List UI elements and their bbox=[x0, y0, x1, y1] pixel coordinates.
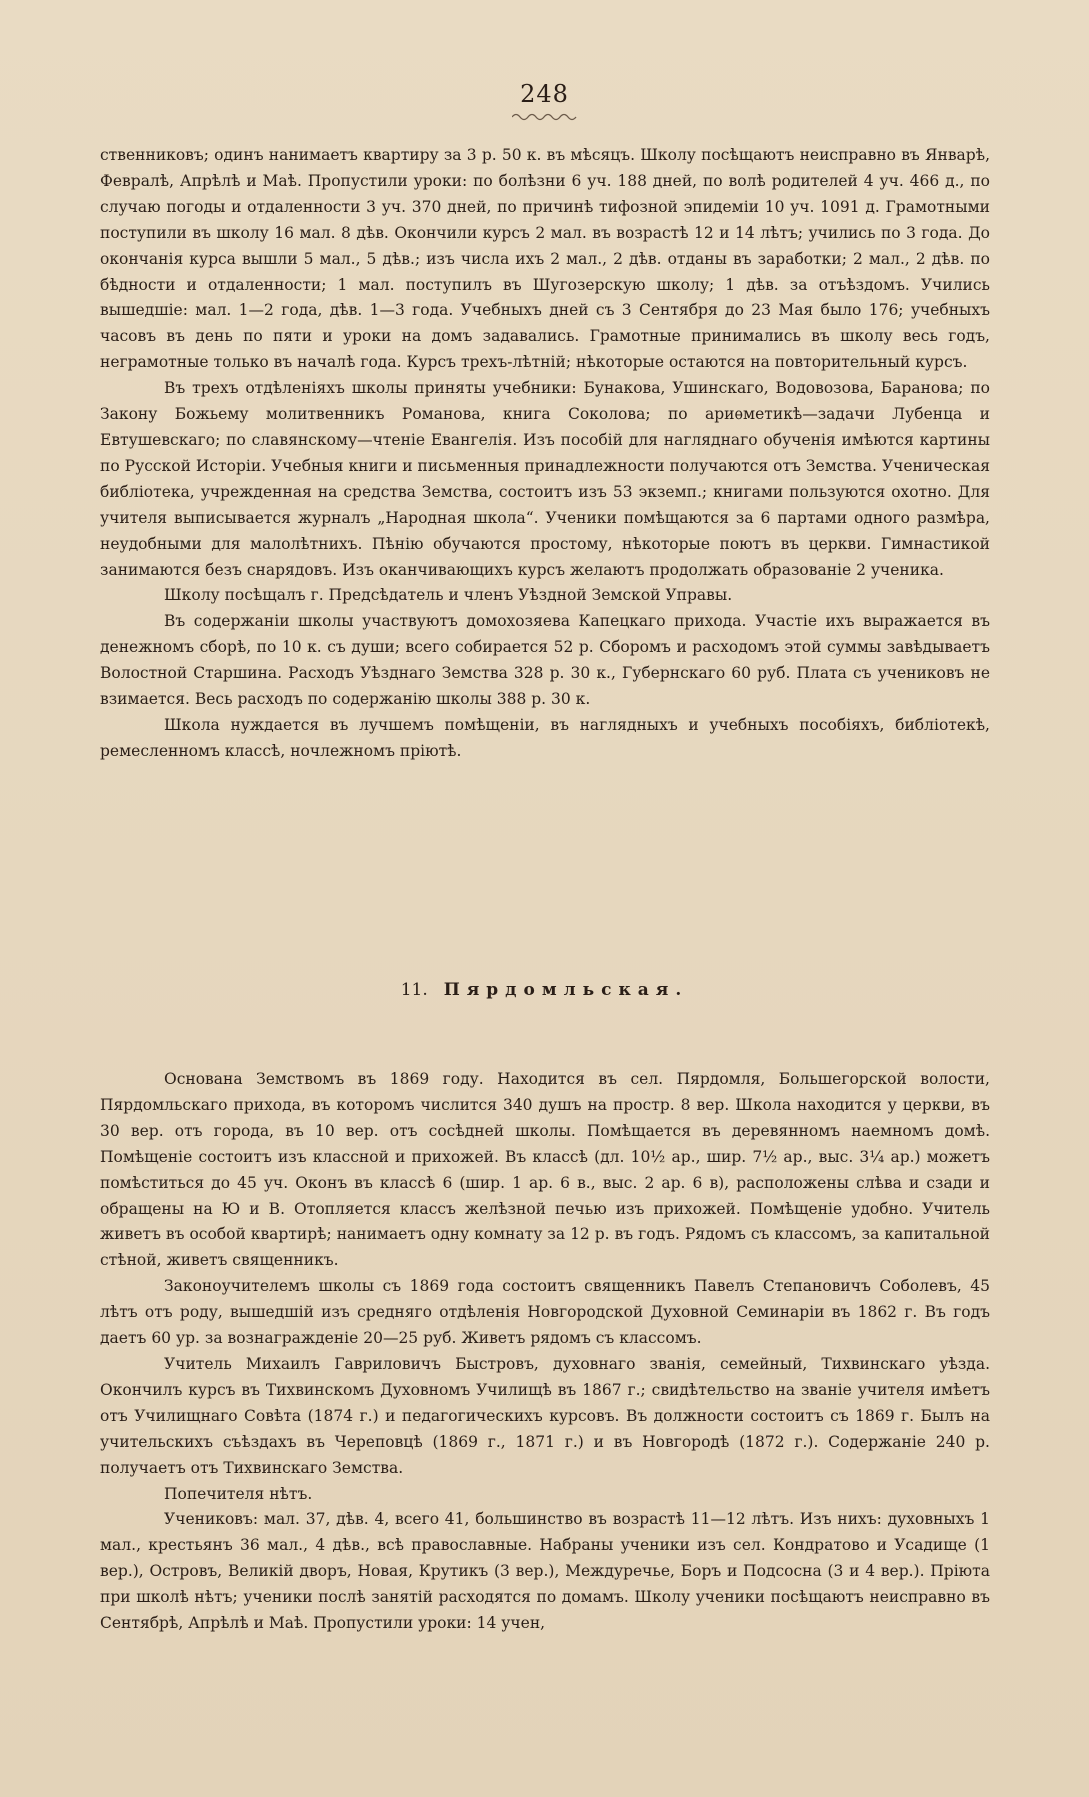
paragraph: Законоучителемъ школы съ 1869 года состоитъ священникъ Павелъ Степановичъ Соболевъ, 45 лѣтъ отъ роду, вышедшій изъ средняго отдѣленія Новгородской Духовной Семинаріи въ 1862 г. Въ годъ даетъ 60 ур. за вознагражденіе 20—25 руб. Живетъ рядомъ съ классомъ. bbox=[100, 1277, 990, 1348]
paragraph: ственниковъ; одинъ нанимаетъ квартиру за 3 р. 50 к. въ мѣсяцъ. Школу посѣщаютъ неисправно въ Январѣ, Февралѣ, Апрѣлѣ и Маѣ. Пропустили уроки: по болѣзни 6 уч. 188 дней, по волѣ родителей 4 уч. 466 д., по случаю погоды и отдаленности 3 уч. 370 дней, по причинѣ тифозной эпидеміи 10 уч. 1091 д. Грамотными поступили въ школу 16 мал. 8 дѣв. Окончили курсъ 2 мал. въ возрастѣ 12 и 14 лѣтъ; учились по 3 года. До окончанія курса вышли 5 мал., 5 дѣв.; изъ числа ихъ 2 мал., 2 дѣв. отданы въ заработки; 2 мал., 2 дѣв. по бѣдности и отдаленности; 1 мал. поступилъ въ Шугозерскую школу; 1 дѣв. за отъѣздомъ. Учились вышедшіе: мал. 1—2 года, дѣв. 1—3 года. Учебныхъ дней съ 3 Сентября до 23 Мая было 176; учебныхъ часовъ въ день по пяти и уроки на домъ задавались. Грамотные принимались въ школу весь годъ, неграмотные только въ началѣ года. Курсъ трехъ-лѣтній; нѣкоторые остаются на повторительный курсъ. bbox=[100, 146, 990, 372]
paragraph: Учениковъ: мал. 37, дѣв. 4, всего 41, большинство въ возрастѣ 11—12 лѣтъ. Изъ нихъ: духовныхъ 1 мал., крестьянъ 36 мал., 4 дѣв., всѣ православные. Набраны ученики изъ сел. Кондратово и Усадище (1 вер.), Островъ, Великій дворъ, Новая, Крутикъ (3 вер.), Междуречье, Боръ и Подсосна (3 и 4 вер.). Пріюта при школѣ нѣтъ; ученики послѣ занятій расходятся по домамъ. Школу ученики посѣщаютъ неисправно въ Сентябрѣ, Апрѣлѣ и Маѣ. Пропустили уроки: 14 учен, bbox=[100, 1510, 990, 1633]
paragraph: Попечителя нѣтъ. bbox=[164, 1484, 313, 1503]
paragraph: Основана Земствомъ въ 1869 году. Находится въ сел. Пярдомля, Большегорской волости, Пярдомльскаго прихода, въ которомъ числится 340 душъ на простр. 8 вер. Школа находится у церкви, въ 30 вер. отъ города, въ 10 вер. отъ сосѣдней школы. Помѣщается въ деревянномъ наемномъ домѣ. Помѣщеніе состоитъ изъ классной и прихожей. Въ классѣ (дл. 10½ ар., шир. 7½ ар., выс. 3¼ ар.) можетъ помѣститься до 45 уч. Оконъ въ классѣ 6 (шир. 1 ар. 6 в., выс. 2 ар. 6 в), расположены слѣва и сзади и обращены на Ю и В. Отопляется классъ желѣзной печью изъ прихожей. Помѣщеніе удобно. Учитель живетъ въ особой квартирѣ; нанимаетъ одну комнату за 12 р. въ годъ. Рядомъ съ классомъ, за капитальной стѣной, живетъ священникъ. bbox=[100, 1070, 990, 1270]
section-body bbox=[100, 1067, 990, 1637]
paragraph: Въ содержаніи школы участвуютъ домохозяева Капецкаго прихода. Участіе ихъ выражается въ денежномъ сборѣ, по 10 к. съ души; всего собирается 52 р. Сборомъ и расходомъ этой суммы завѣдываетъ Волостной Старшина. Расходъ Уѣзднаго Земства 328 р. 30 к., Губернскаго 60 руб. Плата съ учениковъ не взимается. Весь расходъ по содержанію школы 388 р. 30 к. bbox=[100, 612, 990, 709]
paragraph: Учитель Михаилъ Гавриловичъ Быстровъ, духовнаго званія, семейный, Тихвинскаго уѣзда. Окончилъ курсъ въ Тихвинскомъ Духовномъ Училищѣ въ 1867 г.; свидѣтельство на званіе учителя имѣетъ отъ Училищнаго Совѣта (1874 г.) и педагогическихъ курсовъ. Въ должности состоитъ съ 1869 г. Былъ на учительскихъ съѣздахъ въ Череповцѣ (1869 г., 1871 г.) и въ Новгородѣ (1872 г.). Содержаніе 240 р. получаетъ отъ Тихвинскаго Земства. bbox=[100, 1354, 990, 1477]
paragraph: Школа нуждается въ лучшемъ помѣщеніи, въ наглядныхъ и учебныхъ пособіяхъ, библіотекѣ, ремесленномъ классѣ, ночлежномъ пріютѣ. bbox=[100, 715, 990, 760]
page-number: 248 bbox=[520, 80, 569, 108]
paragraph: Школу посѣщалъ г. Предсѣдатель и членъ Уѣздной Земской Управы. bbox=[164, 586, 733, 605]
section-heading bbox=[0, 980, 1089, 1000]
section-title: Пярдомльская. bbox=[443, 980, 689, 1000]
paragraph: Въ трехъ отдѣленіяхъ школы приняты учебники: Бунакова, Ушинскаго, Водовозова, Баранова; по Закону Божьему молитвенникъ Романова, книга Соколова; по ариѳметикѣ—задачи Лубенца и Евтушевскаго; по славянскому—чтеніе Евангелія. Изъ пособій для нагляднаго обученія имѣются картины по Русской Исторіи. Учебныя книги и письменныя принадлежности получаются отъ Земства. Ученическая библіотека, учрежденная на средства Земства, состоитъ изъ 53 экземп.; книгами пользуются охотно. Для учителя выписывается журналъ „Народная школа“. Ученики помѣщаются за 6 партами одного размѣра, неудобными для малолѣтнихъ. Пѣнію обучаются простому, нѣкоторые поютъ въ церкви. Гимнастикой занимаются безъ снарядовъ. Изъ оканчивающихъ курсъ желаютъ продолжать образованіе 2 ученика. bbox=[100, 379, 990, 579]
section-number: 11. bbox=[400, 980, 428, 1000]
section-continuation bbox=[100, 143, 990, 765]
wavy-rule-ornament-icon bbox=[512, 112, 578, 122]
